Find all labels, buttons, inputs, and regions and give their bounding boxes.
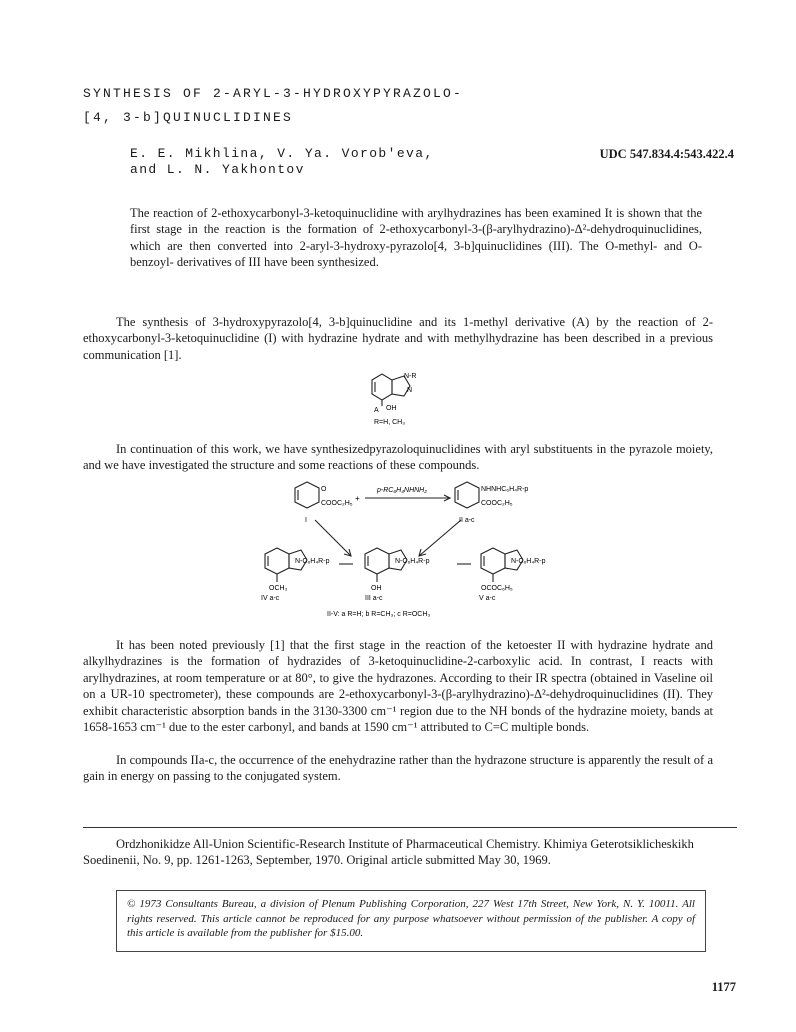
structure-a-nr: N-R: [404, 373, 417, 380]
copyright-text: © 1973 Consultants Bureau, a division of Plenum Publishing Corporation, 227 West 17th Street, New York, N. Y. 10011. All rights reserved. This article cannot be reproduced for any purpose whatsoever without permission of the publisher. A copy of this article is available from the publisher for $15.00.: [127, 898, 695, 939]
compound-i-cooet: COOC₂H₅: [321, 500, 353, 507]
compound-iv-label: IV a-c: [261, 595, 280, 602]
footer-affiliation-text: Ordzhonikidze All-Union Scientific-Research Institute of Pharmaceutical Chemistry. Khimiya Geterotsiklicheskikh Soedinenii, No. 9, pp. 1261-1263, September, 1970. Original article submitted May 30, 1969.: [83, 837, 694, 868]
compound-i-o: O: [321, 486, 327, 493]
structure-a: [360, 366, 450, 428]
paragraph-2-text: In continuation of this work, we have synthesizedpyrazoloquinuclidines with aryl substituents in the pyrazole moiety, and we have investigated the structure and some reactions of these compounds.: [83, 442, 713, 473]
compound-iii-label: III a-c: [365, 595, 383, 602]
paragraph-3: [83, 637, 713, 735]
compound-iv-sub: N-C₆H₄R-p: [295, 558, 330, 565]
compound-iv-och3: OCH₃: [269, 585, 288, 592]
plus-sign: +: [355, 494, 360, 503]
title-line-1: SYNTHESIS OF 2-ARYL-3-HYDROXYPYRAZOLO-: [83, 86, 464, 101]
scheme-footnote: II-V: a R=H; b R=CH₃; c R=OCH₃: [327, 611, 431, 618]
footer-divider: [83, 827, 737, 828]
compound-ii-sub: NHNHC₆H₄R-p: [481, 486, 529, 493]
compound-v-label: V a-c: [479, 595, 496, 602]
title-line-2: [4, 3-b]QUINUCLIDINES: [83, 110, 294, 125]
structure-a-label: A: [374, 407, 379, 414]
authors-line-2: and L. N. Yakhontov: [130, 162, 305, 177]
structure-a-oh: OH: [386, 405, 397, 412]
abstract: The reaction of 2-ethoxycarbonyl-3-ketoquinuclidine with arylhydrazines has been examined It is shown that the first stage in the reaction is the formation of 2-ethoxycarbonyl-3-(β-arylhydrazino)-Δ²-dehydroquinuclidines, which are then converted into 2-aryl-3-hydroxy-pyrazolo[4, 3-b]quinuclidines (III). The O-methyl- and O-benzoyl- derivatives of III have been synthesized.: [130, 206, 702, 270]
compound-v-sub: N-C₆H₄R-p: [511, 558, 546, 565]
footer-affiliation: [83, 836, 743, 869]
udc-code: UDC 547.834.4:543.422.4: [599, 147, 734, 161]
compound-iii-oh: OH: [371, 585, 382, 592]
paragraph-4-text: In compounds IIa-c, the occurrence of the enehydrazine rather than the hydrazone structure is apparently the result of a gain in energy on passing to the conjugated system.: [83, 753, 713, 784]
authors-line-1: E. E. Mikhlina, V. Ya. Vorob'eva,: [130, 146, 434, 161]
copyright-box: [116, 890, 706, 952]
compound-ii-cooet: COOC₂H₅: [481, 500, 513, 507]
paragraph-2: [83, 441, 713, 474]
reaction-scheme: [255, 478, 575, 624]
compound-i-label: I: [305, 517, 307, 524]
reagent-label: p-RC₆H₄NHNH₂: [377, 487, 427, 494]
compound-v-ocoph: OCOC₆H₅: [481, 585, 513, 592]
paragraph-4: [83, 752, 713, 785]
paragraph-1: [83, 314, 713, 363]
structure-a-n: N: [407, 387, 413, 394]
compound-iii-sub: N-C₆H₄R-p: [395, 558, 430, 565]
compound-ii-label: II a-c: [459, 517, 475, 524]
paragraph-3-text: It has been noted previously [1] that the first stage in the reaction of the ketoester II with hydrazine hydrate and alkylhydrazines is the formation of hydrazides of 3-ketoquinuclidine-2-carboxylic acid. In contrast, I reacts with arylhydrazines, at room temperature or at 80°, to give the hydrazones. According to their IR spectra (obtained in Vaseline oil on a UR-10 spectrometer), these compounds are 2-ethoxycarbonyl-3-(β-arylhydrazino)-Δ²-dehydroquinuclidines (II). They exhibit characteristic absorption bands in the 3130-3300 cm⁻¹ region due to the NH bonds of the hydrazine moiety, bands at 1658-1653 cm⁻¹ due to the ester carbonyl, and bands at 1590 cm⁻¹ attributed to C=C multiple bonds.: [83, 638, 713, 735]
structure-a-caption: R=H, CH₃: [374, 419, 406, 426]
page-number: 1177: [711, 980, 736, 994]
paragraph-1-text: The synthesis of 3-hydroxypyrazolo[4, 3-b]quinuclidine and its 1-methyl derivative (A) by the reaction of 2-ethoxycarbonyl-3-ketoquinuclidine (I) with hydrazine hydrate and with methylhydrazine has been described in a previous communication [1].: [83, 315, 713, 362]
